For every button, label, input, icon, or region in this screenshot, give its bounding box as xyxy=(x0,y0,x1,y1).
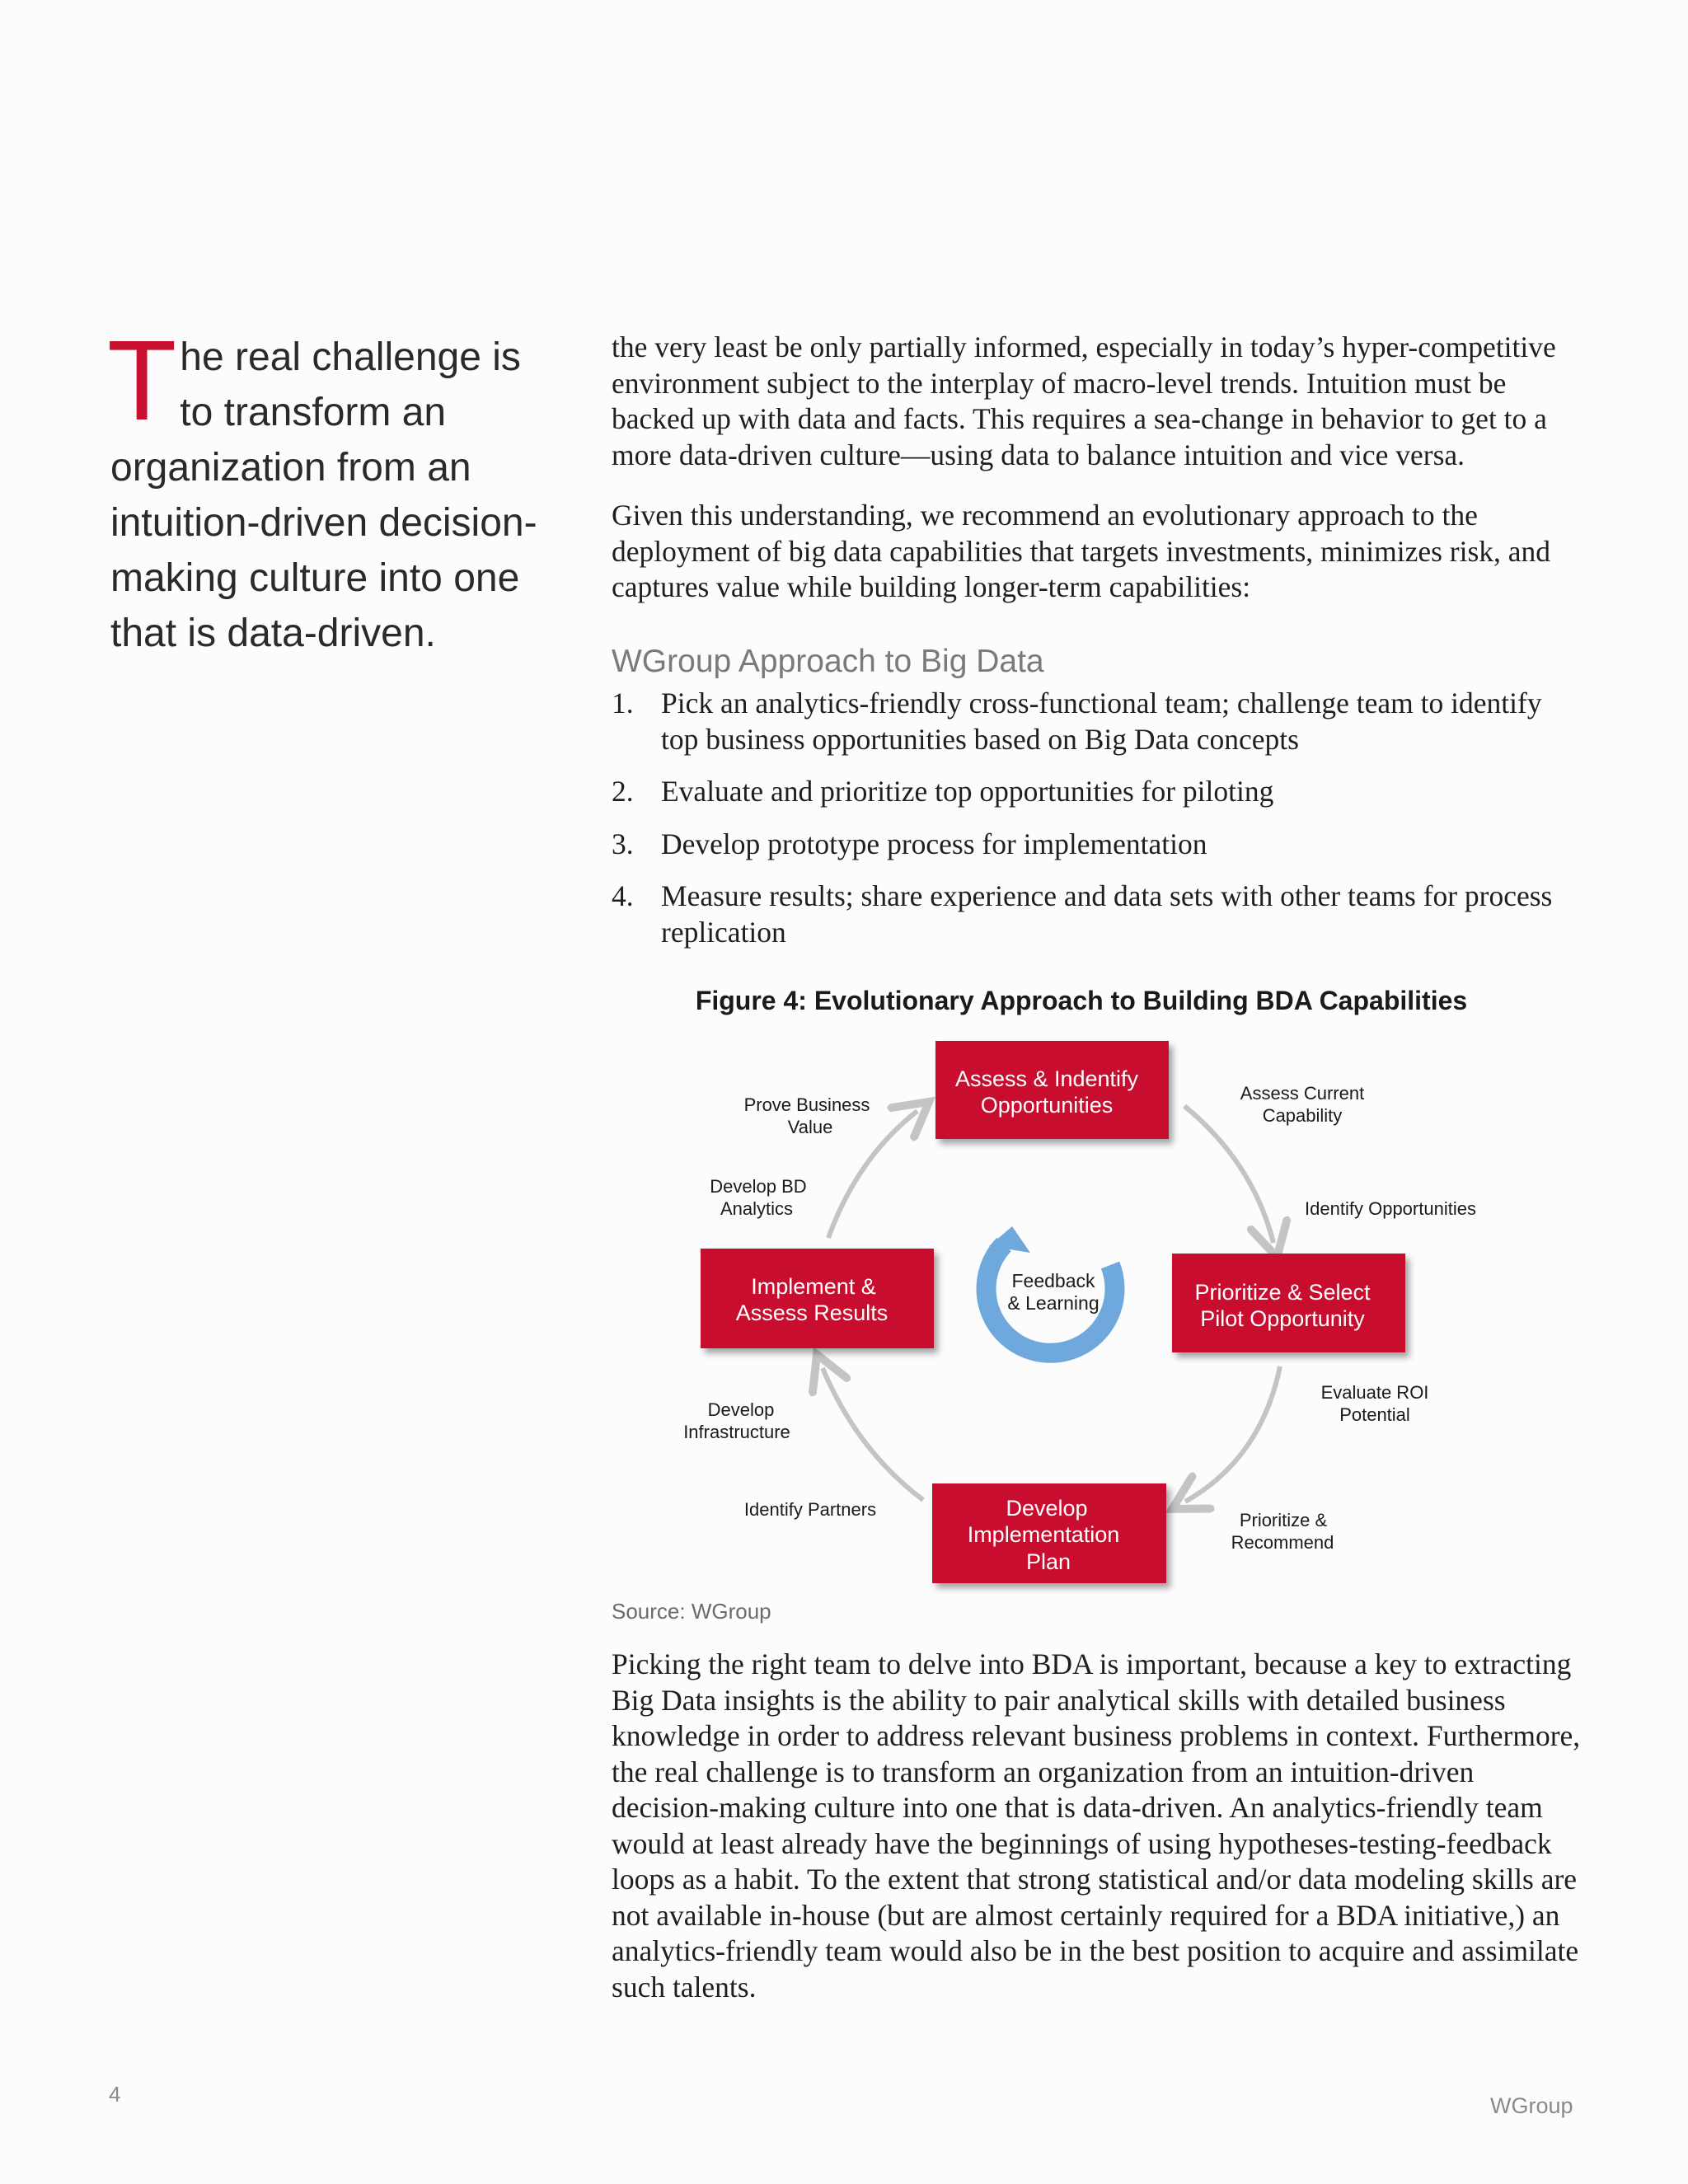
feedback-label-line-2: & Learning xyxy=(1007,1292,1100,1314)
step-number: 4. xyxy=(612,879,634,912)
pull-quote-text: he real challenge is to transform an organization from an intuition-driven decision-making culture into one that is data-driven. xyxy=(110,335,537,655)
cycle-arrow-implement-to-assess xyxy=(828,1111,917,1238)
label-prove-business-value: Value xyxy=(787,1117,833,1137)
body-paragraph-3 xyxy=(612,1647,1584,2005)
cycle-arrow-assess-to-prioritize xyxy=(1184,1106,1273,1243)
feedback-label-line-1: Feedback xyxy=(1011,1270,1095,1291)
label-develop-infrastructure: Develop xyxy=(707,1399,775,1420)
label-prove-business-value: Prove Business xyxy=(743,1094,870,1115)
paragraph-text: Given this understanding, we recommend an evolutionary approach to the deployment of big data capabilities that targets investments, minimizes risk, and captures value while building longer-term capabilities: xyxy=(612,499,1551,603)
cycle-arrow-prioritize-to-develop xyxy=(1185,1366,1280,1502)
label-prioritize-recommend: Recommend xyxy=(1231,1532,1334,1553)
label-assess-current-capability: Assess Current xyxy=(1240,1083,1365,1104)
label-identify-opportunities: Identify Opportunities xyxy=(1305,1198,1476,1219)
box-label-line: Plan xyxy=(1025,1549,1071,1574)
label-develop-infrastructure: Infrastructure xyxy=(683,1422,790,1442)
figure-source: Source: WGroup xyxy=(612,1599,771,1624)
box-assess-identify xyxy=(935,1041,1169,1139)
step-number: 3. xyxy=(612,827,634,860)
box-label-line: Opportunities xyxy=(980,1093,1114,1118)
step-number: 2. xyxy=(612,775,634,808)
paragraph-text: Picking the right team to delve into BDA is important, because a key to extracting Big Data insights is the ability to pair analytical skills with detailed business knowledge in order to address relevant business problems in context. Furthermore, the real challenge is to transform an organization from an intuition-driven decision-making culture into one that is data-driven. An analytics-friendly team would at least already have the beginnings of using hypotheses-testing-feedback loops as a habit. To the extent that strong statistical and/or data modeling skills are not available in-house (but are almost certainly required for a BDA initiative,) an analytics-friendly team would also be in the best position to acquire and assimilate such talents. xyxy=(612,1647,1581,2004)
label-identify-partners: Identify Partners xyxy=(743,1499,877,1520)
box-label-line: Pilot Opportunity xyxy=(1200,1306,1365,1331)
figure-title: Figure 4: Evolutionary Approach to Building BDA Capabilities xyxy=(695,986,1468,1015)
step-text: Develop prototype process for implementation xyxy=(661,827,1207,860)
box-develop-plan xyxy=(932,1483,1166,1583)
box-label-line: Assess & Indentify xyxy=(954,1066,1139,1091)
box-prioritize-select xyxy=(1172,1254,1405,1352)
box-label-line: Assess Results xyxy=(735,1301,889,1325)
step-text: Measure results; share experience and data sets with other teams for process replication xyxy=(661,879,1553,949)
page-number: 4 xyxy=(109,2082,121,2107)
box-label-line: Develop xyxy=(1006,1496,1088,1521)
step-number: 1. xyxy=(612,687,634,719)
label-prioritize-recommend: Prioritize & xyxy=(1239,1510,1328,1530)
label-develop-bd-analytics: Analytics xyxy=(720,1198,794,1219)
drop-cap: T xyxy=(107,317,177,444)
box-label-line: Prioritize & Select xyxy=(1194,1280,1371,1305)
label-assess-current-capability: Capability xyxy=(1262,1105,1343,1126)
label-evaluate-roi-potential: Potential xyxy=(1339,1404,1410,1425)
cycle-arrow-develop-to-implement xyxy=(823,1368,923,1500)
paragraph-text: the very least be only partially informed, especially in today’s hyper-competitive environment subject to the interplay of macro-level trends. Intuition must be backed up with data and facts. This requires a sea-change in behavior to get to a more data-driven culture—using data to balance intuition and vice versa. xyxy=(612,330,1556,471)
section-heading: WGroup Approach to Big Data xyxy=(612,644,1044,679)
box-implement-assess xyxy=(701,1249,934,1348)
label-develop-bd-analytics: Develop BD xyxy=(710,1176,807,1197)
label-evaluate-roi-potential: Evaluate ROI xyxy=(1320,1382,1429,1403)
box-label-line: Implement & xyxy=(751,1274,876,1299)
step-text: Pick an analytics-friendly cross-functional team; challenge team to identify top business opportunities based on Big Data concepts xyxy=(661,687,1542,756)
step-text: Evaluate and prioritize top opportunities for piloting xyxy=(661,775,1274,808)
box-label-line: Implementation xyxy=(967,1522,1120,1547)
footer-brand: WGroup xyxy=(1490,2093,1573,2118)
